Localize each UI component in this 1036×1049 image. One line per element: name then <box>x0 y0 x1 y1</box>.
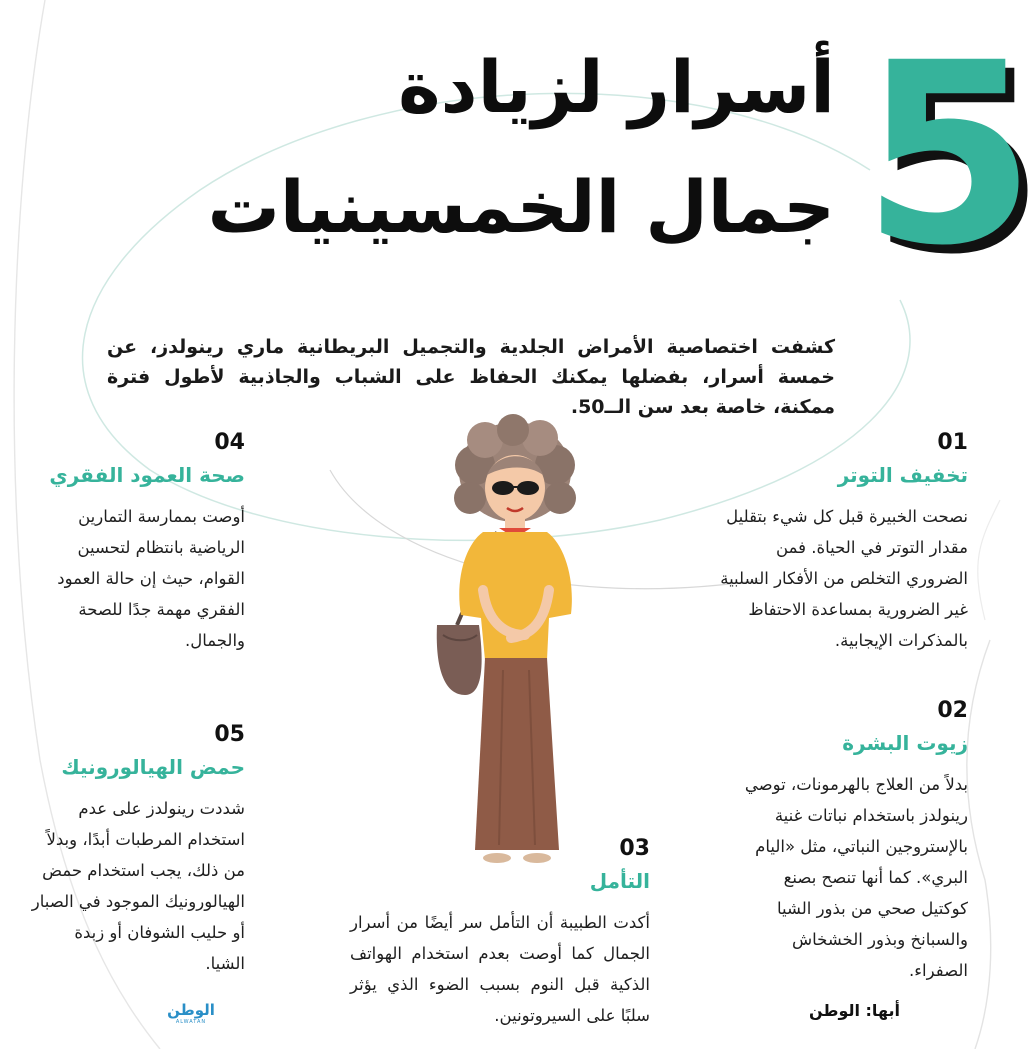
section-body: أكدت الطبيبة أن التأمل سر أيضًا من أسرار الجمال كما أوصت بعدم استخدام الهواتف الذكية قبل النوم بسبب الضوء الذي يؤثر سلبًا على السيروتونين. <box>350 913 650 1025</box>
section-number: 03 <box>619 836 650 861</box>
section-title: زيوت البشرة <box>842 731 968 755</box>
alwatan-logo <box>160 1002 222 1028</box>
section-body: شددت رينولدز على عدم استخدام المرطبات أبدًا، وبدلاً من ذلك، يجب استخدام حمض الهيالورونيك الموجود في الصبار أو حليب الشوفان أو زبدة الشيا. <box>31 799 245 973</box>
section-number: 04 <box>214 430 245 455</box>
section-number: 05 <box>214 722 245 747</box>
section-01 <box>718 430 968 656</box>
section-title: تخفيف التوتر <box>837 463 968 487</box>
section-title: حمض الهيالورونيك <box>61 755 245 779</box>
headline-number: 5 <box>862 9 1036 300</box>
section-body: نصحت الخبيرة قبل كل شيء بتقليل مقدار التوتر في الحياة. فمن الضروري التخلص من الأفكار السلبية غير الضرورية بمساعدة الاحتفاظ بالمذكرات الإيجابية. <box>720 507 968 650</box>
section-number: 02 <box>937 698 968 723</box>
woman-illustration <box>425 420 600 870</box>
section-title: التأمل <box>589 869 650 893</box>
title-line-2: جمال الخمسينيات <box>207 165 835 249</box>
section-body: بدلاً من العلاج بالهرمونات، توصي رينولدز باستخدام نباتات غنية بالإستروجين النباتي، مثل «اليام البري». كما أنها تنصح بصنع كوكتيل صحي من بذور الشيا والسبانخ وبذور الخشخاش الصفراء. <box>744 775 968 980</box>
intro-paragraph: كشفت اختصاصية الأمراض الجلدية والتجميل البريطانية ماري رينولدز، عن خمسة أسرار، بفضلها يمكنك الحفاظ على الشباب والجاذبية لأطول فترة ممكنة، خاصة بعد سن الــ50. <box>107 336 835 418</box>
section-04 <box>30 430 245 656</box>
title-line-1: أسرار لزيادة <box>398 45 835 129</box>
source-credit: أبها: الوطن <box>808 1001 900 1020</box>
section-title: صحة العمود الفقري <box>49 463 245 487</box>
section-body: أوصت بممارسة التمارين الرياضية بانتظام لتحسين القوام، حيث إن حالة العمود الفقري مهمة جدًا للصحة والجمال. <box>57 507 245 650</box>
section-02 <box>738 698 968 986</box>
section-number: 01 <box>937 430 968 455</box>
section-03 <box>350 836 650 1031</box>
logo-subtext: ALWATAN <box>175 1019 207 1025</box>
section-05 <box>30 722 245 979</box>
logo-text: الوطن <box>167 1001 215 1019</box>
